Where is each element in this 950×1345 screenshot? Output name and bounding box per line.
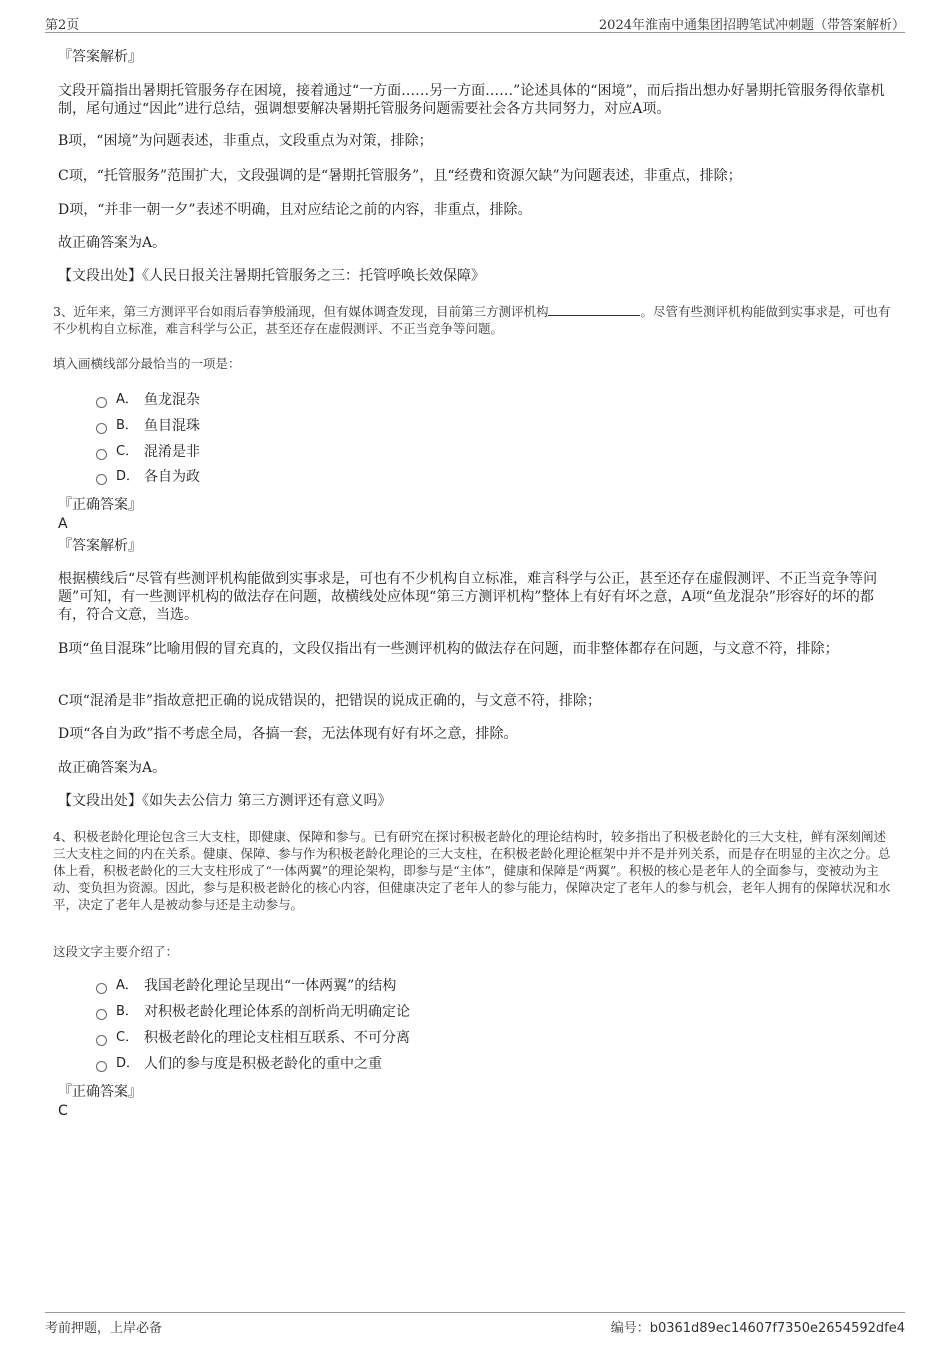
q4-option-c[interactable] <box>96 1029 410 1047</box>
page-number: 第2页 <box>45 18 80 33</box>
option-key: B． <box>116 418 138 433</box>
option-key: C． <box>116 1030 139 1045</box>
q2-analysis-label: 『答案解析』 <box>58 49 142 65</box>
q4-answer: C <box>58 1103 68 1119</box>
q3-analysis-p4: D项“各自为政”指不考虑全局，各搞一套，无法体现有好有坏之意，排除。 <box>58 726 518 742</box>
q3-answer-statement: 故正确答案为A。 <box>58 760 167 776</box>
q3-analysis-p2: B项“鱼目混珠”比喻用假的冒充真的，文段仅指出有一些测评机构的做法存在问题，而非整体都存在问题，与文意不符，排除； <box>58 641 839 657</box>
option-text: 我国老龄化理论呈现出“一体两翼”的结构 <box>144 978 397 994</box>
document-code <box>611 1317 905 1336</box>
radio-icon[interactable] <box>96 1035 107 1046</box>
option-text: 各自为政 <box>144 469 200 485</box>
option-text: 积极老龄化的理论支柱相互联系、不可分离 <box>144 1030 410 1046</box>
code-value: b0361d89ec14607f7350e2654592dfe4 <box>649 1321 905 1336</box>
q3-source: 【文段出处】《如失去公信力 第三方测评还有意义吗》 <box>58 793 392 809</box>
option-text: 鱼龙混杂 <box>144 392 200 408</box>
q2-analysis-p1: 文段开篇指出暑期托管服务存在困境，接着通过“一方面……另一方面……”论述具体的“困境”，而后指出想办好暑期托管服务得依靠机制，尾句通过“因此”进行总结，强调想要解决暑期托管服务问题需要社会各方共同努力，对应A项。 <box>58 83 885 117</box>
q4-option-a[interactable] <box>96 977 396 995</box>
q4-option-d[interactable] <box>96 1055 382 1073</box>
q2-source: 【文段出处】《人民日报关注暑期托管服务之三：托管呼唤长效保障》 <box>58 268 485 284</box>
radio-icon[interactable] <box>96 1009 107 1020</box>
code-label: 编号： <box>610 1321 650 1336</box>
q3-prompt: 填入画横线部分最恰当的一项是： <box>53 356 241 371</box>
option-key: B． <box>116 1004 138 1019</box>
q4-prompt: 这段文字主要介绍了： <box>53 944 179 959</box>
q4-answer-label: 『正确答案』 <box>58 1084 142 1100</box>
q2-analysis-p2: B项，“困境”为问题表述，非重点，文段重点为对策，排除； <box>58 133 433 149</box>
option-key: D． <box>116 1056 140 1071</box>
option-text: 人们的参与度是积极老龄化的重中之重 <box>144 1056 382 1072</box>
radio-icon[interactable] <box>96 983 107 994</box>
option-key: D． <box>116 469 140 484</box>
footer-slogan: 考前押题，上岸必备 <box>45 1321 163 1336</box>
q3-option-b[interactable] <box>96 417 200 435</box>
q2-analysis-p3: C项，“托管服务”范围扩大，文段强调的是“暑期托管服务”，且“经费和资源欠缺”为问题表述，非重点，排除； <box>58 168 742 184</box>
radio-icon[interactable] <box>96 1061 107 1072</box>
option-text: 鱼目混珠 <box>144 418 200 434</box>
q3-analysis-label: 『答案解析』 <box>58 538 142 554</box>
q2-analysis-p4: D项，“并非一朝一夕”表述不明确，且对应结论之前的内容，非重点，排除。 <box>58 202 532 218</box>
page-footer <box>45 1312 905 1336</box>
q3-analysis-p1: 根据横线后“尽管有些测评机构能做到实事求是，可也有不少机构自立标准，难言科学与公正，甚至还存在虚假测评、不正当竞争等问题”可知，有一些测评机构的做法存在问题，故横线处应体现“第三方测评机构”整体上有好有坏之意，A项“鱼龙混杂”形容好的坏的都有，符合文意，当选。 <box>58 571 878 623</box>
radio-icon[interactable] <box>96 397 107 408</box>
q3-analysis-p3: C项“混淆是非”指故意把正确的说成错误的，把错误的说成正确的，与文意不符，排除； <box>58 693 602 709</box>
document-title: 2024年淮南中通集团招聘笔试冲刺题（带答案解析） <box>598 18 905 33</box>
option-text: 对积极老龄化理论体系的剖析尚无明确定论 <box>144 1004 410 1020</box>
q3-fill-blank <box>548 303 640 316</box>
option-key: A． <box>116 978 138 993</box>
q3-option-c[interactable] <box>96 443 200 461</box>
option-key: C． <box>116 444 139 459</box>
q3-answer: A <box>58 516 68 532</box>
q4-option-b[interactable] <box>96 1003 410 1021</box>
q3-option-a[interactable] <box>96 391 200 409</box>
q3-answer-label: 『正确答案』 <box>58 497 142 513</box>
radio-icon[interactable] <box>96 423 107 434</box>
option-text: 混淆是非 <box>144 444 200 460</box>
option-key: A． <box>116 392 138 407</box>
q3-stem <box>53 303 893 337</box>
q4-stem: 4、积极老龄化理论包含三大支柱，即健康、保障和参与。已有研究在探讨积极老龄化的理论结构时，较多指出了积极老龄化的三大支柱，鲜有深刻阐述三大支柱之间的内在关系。健康、保障、参与作为积极老龄化理论的三大支柱，在积极老龄化理论框架中并不是并列关系，而是存在明显的主次之分。总体上看，积极老龄化的三大支柱形成了“一体两翼”的理论架构，即参与是“主体”，健康和保障是“两翼”。积极的核心是老年人的全面参与，变被动为主动、变负担为资源。因此，参与是积极老龄化的核心内容，但健康决定了老年人的参与能力，保障决定了老年人的参与机会，老年人拥有的保障状况和水平，决定了老年人是被动参与还是主动参与。 <box>53 829 891 912</box>
q3-stem-part2: 。尽管有些测评机构能做到实事求是，可也有不少机构自立标准，难言科学与公正，甚至还存在虚假测评、不正当竞争等问题。 <box>53 304 891 336</box>
page-header <box>45 14 905 33</box>
radio-icon[interactable] <box>96 449 107 460</box>
q3-option-d[interactable] <box>96 468 200 486</box>
radio-icon[interactable] <box>96 474 107 485</box>
q3-stem-part1: 3、近年来，第三方测评平台如雨后春笋般涌现，但有媒体调查发现，目前第三方测评机构 <box>53 304 549 319</box>
q2-answer-statement: 故正确答案为A。 <box>58 235 167 251</box>
